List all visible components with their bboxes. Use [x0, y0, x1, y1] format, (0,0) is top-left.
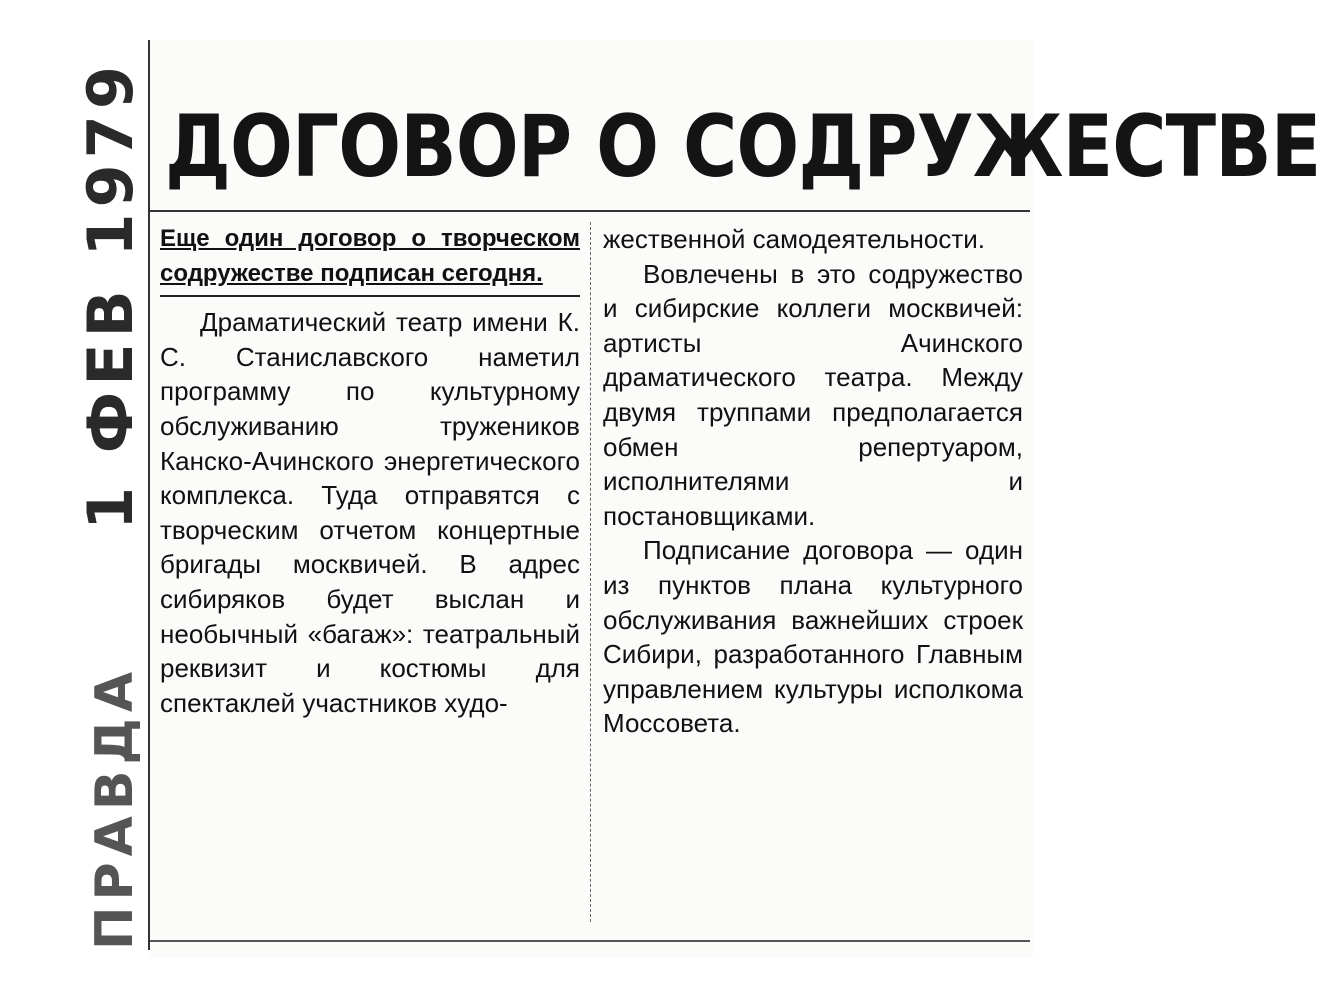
- paragraph: жественной самодеятельности.: [603, 224, 986, 254]
- paragraph: Драматический театр имени К. С. Станиславского наметил программу по культурному обслуживанию тружеников Канско-Ачинского энергетического комплекса. Туда отправятся с творческим отчетом концертные бригады москвичей. В адрес сибиряков будет выслан и необычный «багаж»: театральный реквизит и костюмы для спектаклей участников худо-: [160, 307, 580, 718]
- date-stamp: [62, 60, 152, 970]
- paragraph: Подписание договора — один из пунктов плана культурного обслуживания важнейших строек Сибири, разработанного Главным управлением культуры исполкома Моссовета.: [603, 535, 1023, 739]
- paragraph: Вовлечены в это содружество и сибирские коллеги москвичей: артисты Ачинского драматического театра. Между двумя труппами предполагается обмен репертуаром, исполнителями и постановщиками.: [603, 258, 1023, 531]
- headline: ДОГОВОР О СОДРУЖЕСТВЕ: [165, 97, 1320, 197]
- source-imprint: ПРАВДА: [85, 665, 145, 950]
- article-lead: [160, 222, 580, 297]
- lead-text: Еще один договор о творческом содружестве подписан сегодня.: [160, 225, 580, 287]
- article-column-right: [603, 222, 1023, 741]
- headline-rule: [150, 210, 1030, 212]
- article-column-left: [160, 222, 580, 720]
- clipping-bottom-rule: [150, 940, 1030, 942]
- date-stamp-text: 1 ФЕВ 1979: [74, 60, 147, 530]
- column-divider: [590, 222, 592, 922]
